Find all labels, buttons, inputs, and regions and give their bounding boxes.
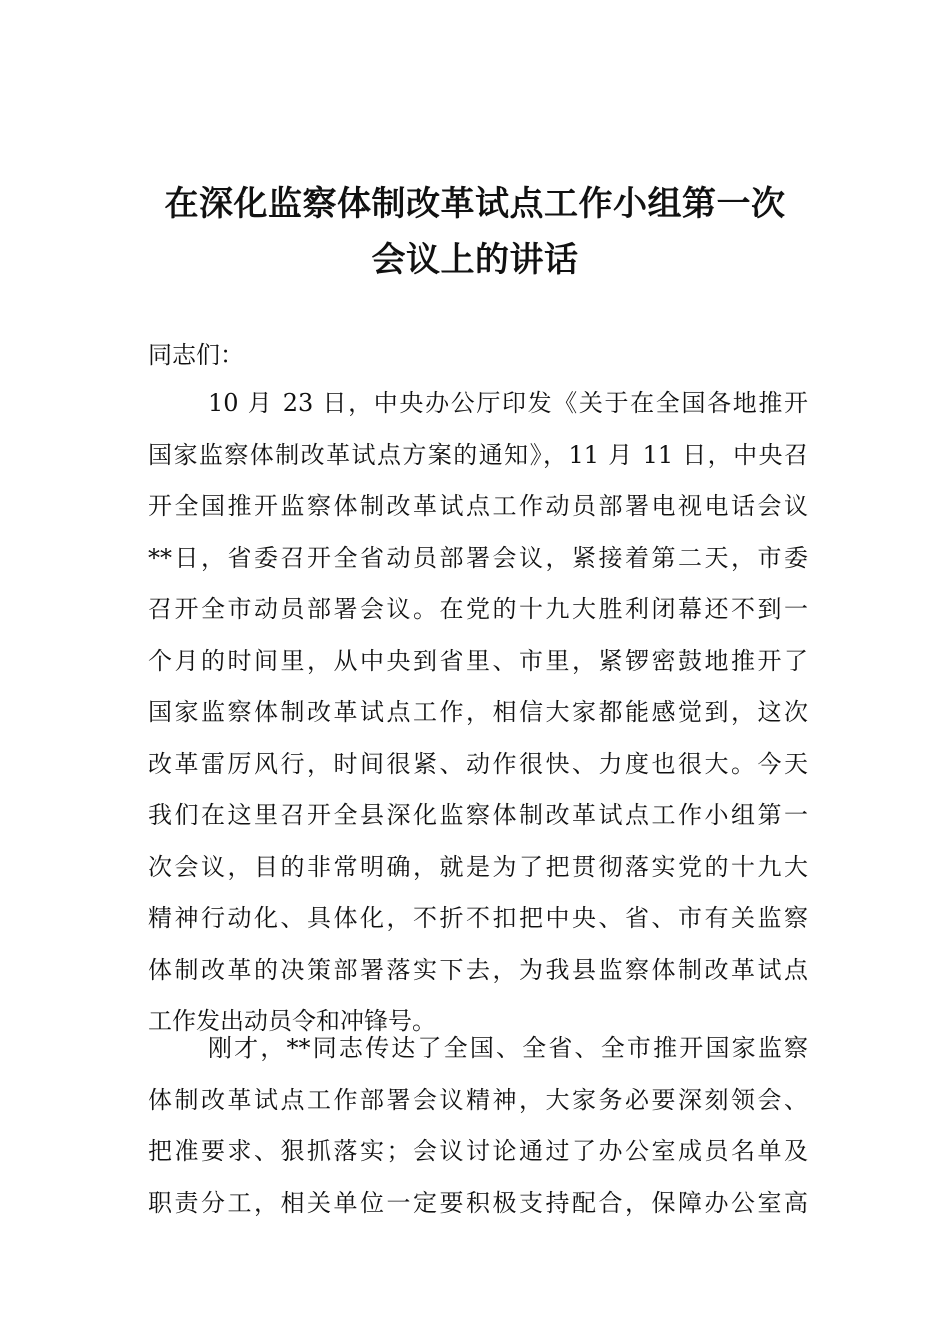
salutation: 同志们： [148, 341, 244, 369]
paragraph-line: 体制改革的决策部署落实下去，为我县监察体制改革试点 [148, 955, 808, 984]
paragraph-line: 精神行动化、具体化，不折不扣把中央、省、市有关监察 [148, 904, 808, 932]
title-line-1: 在深化监察体制改革试点工作小组第一次 [164, 184, 786, 224]
document-title [60, 176, 890, 288]
paragraph-line: 改革雷厉风行，时间很紧、动作很快、力度也很大。今天 [148, 749, 808, 778]
paragraph-line: 国家监察体制改革试点方案的通知》，11 月 11 日，中央召 [148, 440, 808, 469]
paragraph-line: 把准要求、狠抓落实；会议讨论通过了办公室成员名单及 [148, 1137, 808, 1165]
title-line-2: 会议上的讲话 [371, 240, 579, 280]
paragraph-line: 开全国推开监察体制改革试点工作动员部署电视电话会议 [148, 492, 808, 520]
paragraph-line: 10 月 23 日，中央办公厅印发《关于在全国各地推开 [208, 389, 808, 417]
paragraph-line: 个月的时间里，从中央到省里、市里，紧锣密鼓地推开了 [148, 646, 808, 675]
paragraph-line: 国家监察体制改革试点工作，相信大家都能感觉到，这次 [148, 698, 808, 726]
paragraph-line: 工作发出动员令和冲锋号。 [148, 1007, 436, 1035]
paragraph-line: 次会议，目的非常明确，就是为了把贯彻落实党的十九大 [148, 852, 808, 881]
paragraph-line: 职责分工，相关单位一定要积极支持配合，保障办公室高 [148, 1188, 808, 1217]
paragraph-line: 刚才，**同志传达了全国、全省、全市推开国家监察 [208, 1034, 808, 1062]
paragraph-line: 召开全市动员部署会议。在党的十九大胜利闭幕还不到一 [148, 595, 808, 623]
paragraph-1 [148, 378, 808, 1048]
paragraph-line: **日，省委召开全省动员部署会议，紧接着第二天，市委 [148, 543, 808, 572]
paragraph-line: 体制改革试点工作部署会议精神，大家务必要深刻领会、 [148, 1085, 808, 1114]
paragraph-2 [148, 1023, 808, 1229]
paragraph-line: 我们在这里召开全县深化监察体制改革试点工作小组第一 [148, 801, 808, 829]
